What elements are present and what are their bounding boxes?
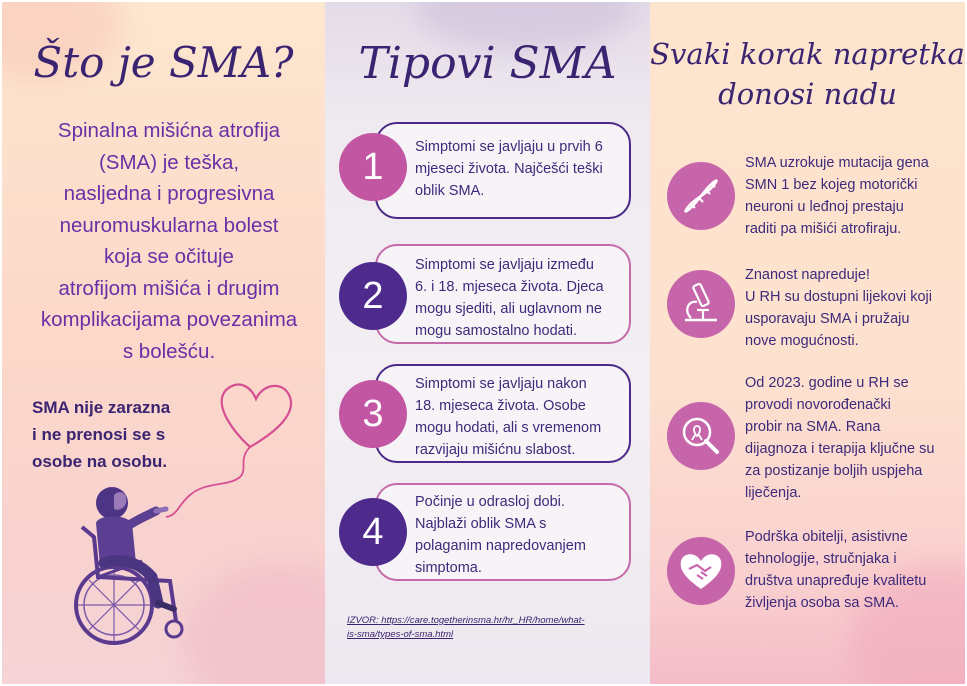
type-number-badge: 2: [339, 262, 407, 330]
heart-handshake-icon: [667, 537, 735, 605]
info-line: provodi novorođenački: [745, 397, 891, 413]
types-title: Tipovi SMA: [358, 38, 617, 89]
type-line: mogu samostalno hodati.: [415, 323, 578, 339]
sma-description: [24, 115, 314, 367]
type-line: Najblaži oblik SMA s: [415, 516, 547, 532]
type-line: Simptomi se javljaju između: [415, 257, 594, 273]
note-line: osobe na osobu.: [32, 452, 168, 471]
type-line: 18. mjeseca života. Osobe: [415, 398, 586, 414]
left-title: Što je SMA?: [33, 38, 294, 87]
type-card-3: [375, 364, 631, 463]
source-link[interactable]: [347, 614, 647, 642]
source-line: is-sma/types-of-sma.html: [347, 629, 454, 640]
type-line: simptoma.: [415, 560, 482, 576]
type-line: 6. i 18. mjeseca života. Djeca: [415, 279, 604, 295]
description-line: komplikacijama povezanima: [40, 308, 298, 331]
title-line: donosi nadu: [718, 77, 897, 111]
source-line: IZVOR: https://care.togetherinsma.hr/hr_HR/home/what-: [347, 615, 585, 626]
dna-icon: [667, 162, 735, 230]
title-line: Svaki korak napretka: [650, 37, 965, 71]
sma-not-contagious-note: [32, 394, 202, 475]
type-line: Počinje u odrasloj dobi.: [415, 494, 565, 510]
type-line: Simptomi se javljaju u prvih 6: [415, 139, 603, 155]
ribbon-magnifier-icon: [667, 402, 735, 470]
info-line: življenja osoba sa SMA.: [745, 595, 899, 611]
info-line: društva unapređuje kvalitetu: [745, 573, 927, 589]
microscope-icon: [667, 270, 735, 338]
info-line: raditi pa mišići atrofiraju.: [745, 221, 902, 237]
description-line: koja se očituje: [104, 245, 234, 268]
info-item-text: [745, 372, 960, 504]
type-number-badge: 4: [339, 498, 407, 566]
info-line: tehnologije, stručnjaka i: [745, 551, 897, 567]
info-line: SMN 1 bez kojeg motorički: [745, 177, 918, 193]
type-line: mogu sjediti, ali uglavnom ne: [415, 301, 602, 317]
heart-balloon-icon: [222, 385, 291, 447]
info-item-text: [745, 526, 960, 614]
info-line: Od 2023. godine u RH se: [745, 375, 909, 391]
info-line: dijagnoza i terapija ključne su: [745, 441, 935, 457]
info-line: Znanost napreduje!: [745, 267, 870, 283]
info-line: SMA uzrokuje mutacija gena: [745, 155, 929, 171]
info-line: usporavaju SMA i pružaju: [745, 311, 910, 327]
description-line: s bolešću.: [122, 339, 216, 363]
hope-title: [650, 34, 965, 114]
type-line: mogu hodati, ali s vremenom: [415, 420, 602, 436]
type-line: mjeseci života. Najčešći teški: [415, 161, 603, 177]
info-line: U RH su dostupni lijekovi koji: [745, 289, 932, 305]
description-line: (SMA) je teška,: [98, 150, 240, 174]
type-number-badge: 1: [339, 133, 407, 201]
type-card-2: [375, 244, 631, 344]
type-line: oblik SMA.: [415, 183, 485, 199]
left-panel: [2, 2, 325, 684]
type-line: razvijaju mišićnu slabost.: [415, 442, 576, 458]
type-line: Simptomi se javljaju nakon: [415, 376, 587, 392]
info-line: probir na SMA. Rana: [745, 419, 881, 435]
type-number-badge: 3: [339, 380, 407, 448]
description-line: neuromuskularna bolest: [59, 213, 279, 237]
info-line: za postizanje boljih uspjeha: [745, 463, 923, 479]
type-card-4: [375, 483, 631, 581]
info-item-text: [745, 264, 960, 352]
type-line: polaganim napredovanjem: [415, 538, 586, 554]
note-line: SMA nije zarazna: [32, 398, 171, 417]
note-line: i ne prenosi se s: [32, 425, 166, 444]
right-panel: [650, 2, 965, 684]
type-card-1: [375, 122, 631, 219]
info-line: Podrška obitelji, asistivne: [745, 529, 908, 545]
info-line: neuroni u leđnoj prestaju: [745, 199, 904, 215]
info-line: nove mogućnosti.: [745, 333, 859, 349]
description-line: Spinalna mišićna atrofija: [57, 119, 281, 142]
info-item-text: [745, 152, 960, 240]
description-line: atrofijom mišića i drugim: [58, 276, 280, 300]
middle-panel: [325, 2, 650, 684]
description-line: nasljedna i progresivna: [63, 182, 275, 205]
info-line: liječenja.: [745, 485, 802, 501]
